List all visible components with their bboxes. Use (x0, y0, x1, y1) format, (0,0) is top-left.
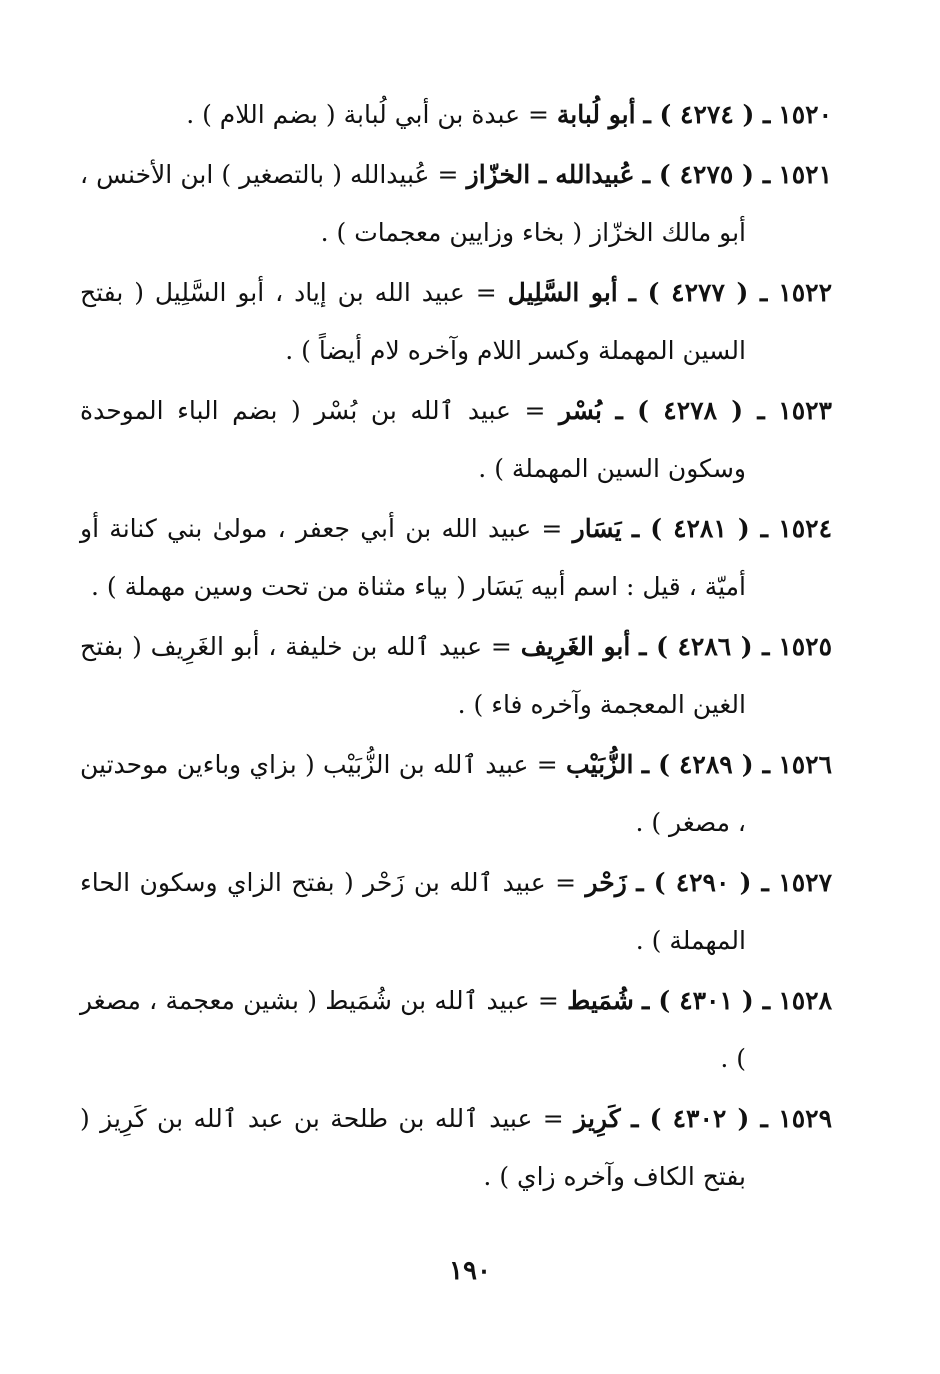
entry-text: = عبيد ٱلله بن طلحة بن عبد ٱلله بن كَرِيز ( بفتح الكاف وآخره زاي ) . (80, 1104, 746, 1191)
entry-term: أبو السَّلِيل (507, 278, 618, 307)
entry-term: زَحْر (585, 868, 627, 897)
entry-number: ١٥٢٦ (778, 750, 833, 779)
entry-term: بُسْر (558, 396, 603, 425)
entries-list (80, 86, 832, 1208)
entry-reference: ـ ( ٤٢٨١ ) ـ (631, 514, 769, 543)
entry-text: = عبيد ٱلله بن الزُّبَيْب ( بزاي وباءين موحدتين ، مصغر ) . (80, 750, 746, 837)
entry-reference: ـ ( ٤٣٠١ ) ـ (642, 986, 771, 1015)
entry-term: أبو الغَرِيف (520, 632, 631, 661)
entry-reference: ـ ( ٤٢٧٨ ) ـ (615, 396, 765, 425)
entry-number: ١٥٢٨ (778, 986, 833, 1015)
entry-1528 (80, 972, 832, 1088)
entry-term: عُبيدالله ـ الخزّاز (466, 160, 635, 189)
entry-reference: ـ ( ٤٢٩٠ ) ـ (636, 868, 769, 897)
entry-term: يَسَار (572, 514, 622, 543)
entry-number: ١٥٢٥ (778, 632, 833, 661)
entry-number: ١٥٢٠ (778, 100, 832, 129)
entry-1522 (80, 264, 832, 380)
entry-text: = عبدة بن أبي لُبابة ( بضم اللام ) . (186, 100, 549, 129)
entry-reference: ـ ( ٤٢٧٧ ) ـ (628, 278, 768, 307)
entry-1520 (80, 86, 832, 144)
entry-reference: ـ ( ٤٢٨٩ ) ـ (641, 750, 770, 779)
entry-1521 (80, 146, 832, 262)
page-number: ١٩٠ (449, 1256, 491, 1286)
entry-1529 (80, 1090, 832, 1206)
entry-text: = عبيد ٱلله بن زَحْر ( بفتح الزاي وسكون الحاء المهملة ) . (80, 868, 746, 955)
entry-number: ١٥٢٧ (778, 868, 833, 897)
entry-1527 (80, 854, 832, 970)
entry-number: ١٥٢٢ (778, 278, 833, 307)
entry-text: = عبيد ٱلله بن خليفة ، أبو الغَرِيف ( بفتح الغين المعجمة وآخره فاء ) . (80, 632, 746, 719)
entry-text: = عُبيدالله ( بالتصغير ) ابن الأخنس ، أبو مالك الخزّاز ( بخاء وزايين معجمات ) . (80, 160, 746, 247)
entry-1524 (80, 500, 832, 616)
entry-term: كَرِيز (574, 1104, 621, 1133)
entry-text: = عبيد ٱلله بن بُسْر ( بضم الباء الموحدة وسكون السين المهملة ) . (80, 396, 746, 483)
entry-term: أبو لُبابة (556, 100, 636, 129)
entry-1523 (80, 382, 832, 498)
entry-1526 (80, 736, 832, 852)
entry-reference: ـ ( ٤٣٠٢ ) ـ (631, 1104, 768, 1133)
entry-term: شُمَيط (567, 986, 634, 1015)
entry-number: ١٥٢٤ (778, 514, 833, 543)
entry-1525 (80, 618, 832, 734)
entry-reference: ـ ( ٤٢٨٦ ) ـ (639, 632, 770, 661)
entry-reference: ـ ( ٤٢٧٤ ) ـ (643, 100, 771, 129)
entry-number: ١٥٢١ (778, 160, 833, 189)
entry-term: الزُّبَيْب (565, 750, 634, 779)
entry-text: = عبيد الله بن أبي جعفر ، مولىٰ بني كنانة أو أميّة ، قيل : اسم أبيه يَسَار ( بياء مثناة من تحت وسين مهملة ) . (80, 514, 746, 601)
entry-text: = عبيد الله بن إياد ، أبو السَّلِيل ( بفتح السين المهملة وكسر اللام وآخره لام أيضاً ) . (80, 278, 746, 365)
entry-reference: ـ ( ٤٢٧٥ ) ـ (642, 160, 771, 189)
entry-number: ١٥٢٩ (778, 1104, 832, 1133)
entry-number: ١٥٢٣ (778, 396, 832, 425)
entry-text: = عبيد ٱلله بن شُمَيط ( بشين معجمة ، مصغر ) . (80, 986, 746, 1073)
